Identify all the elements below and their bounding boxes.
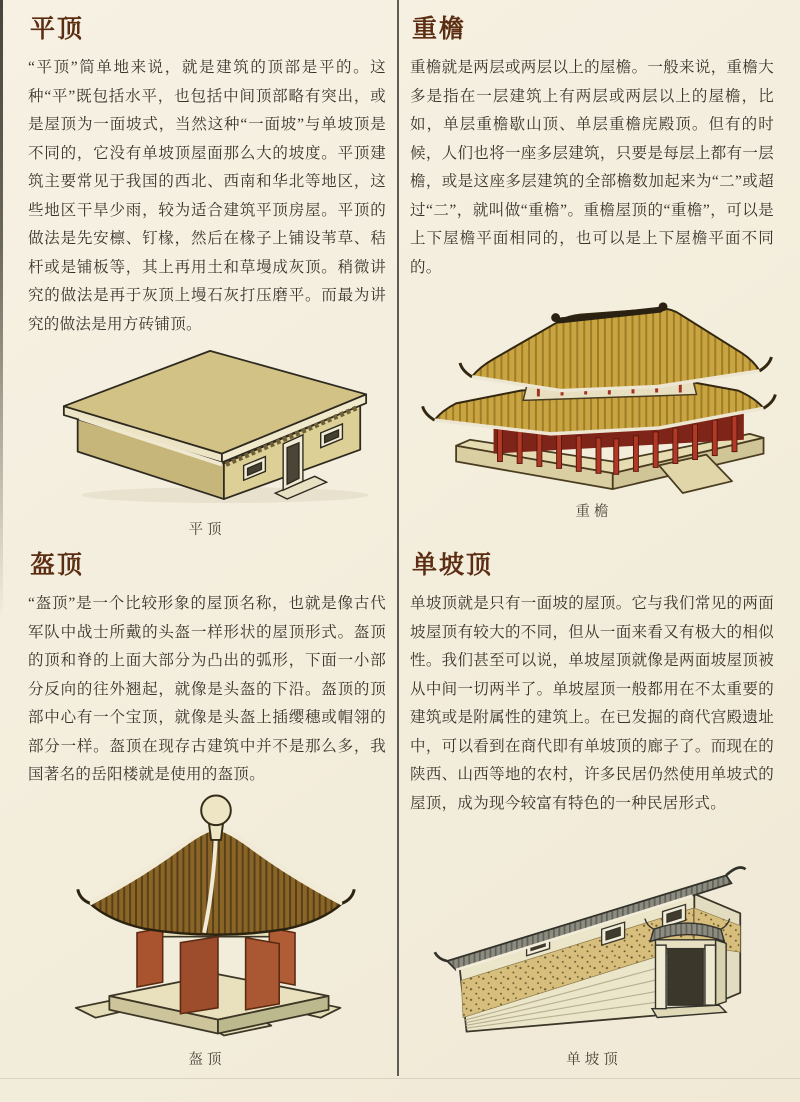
upper-eave-corner-right — [760, 357, 772, 371]
eave-tip-right — [342, 889, 354, 903]
upper-roof — [460, 302, 771, 390]
page-bottom-edge — [0, 1078, 800, 1079]
section-body-pingding: “平顶”简单地来说，就是建筑的顶部是平的。这种“平”既包括水平，也包括中间顶部略有突出，或是屋顶为一面坡式，当然这种“一面坡”与单坡顶是不同的，它没有单坡顶屋面那么大的坡度。平顶建筑主要常见于我国的西北、西南和华北等地区，这些地区干旱少雨，较为适合建筑平顶房屋。平顶的做法是先安檩、钉椽，然后在椽子上铺设苇草、秸杆或是铺板等，其上再用土和草墁成灰顶。稍微讲究的做法是再于灰顶上墁石灰打压磨平。而最为讲究的做法是用方砖铺顶。 — [28, 59, 386, 333]
section-title-kuiding: 盔顶 — [30, 552, 85, 579]
porch-side — [716, 940, 727, 1005]
lower-eave-corner-left — [423, 406, 435, 420]
caption-danpoding: 单坡顶 — [566, 1052, 622, 1068]
eave-tip-left — [78, 889, 90, 903]
flat-roof-building-drawing — [52, 336, 378, 506]
caption-kuiding: 盔顶 — [188, 1052, 226, 1068]
pillar-back-left — [137, 928, 163, 987]
helmet-roof-pavilion-drawing — [58, 786, 374, 1042]
caption-chongyan: 重檐 — [575, 504, 613, 520]
single-slope-house-drawing — [410, 848, 788, 1044]
lower-eave-corner-right — [764, 394, 776, 408]
helmet-roof — [78, 828, 355, 935]
double-eave-hall-drawing — [408, 292, 788, 494]
finial-ball — [201, 796, 231, 826]
section-title-chongyan: 重檐 — [412, 16, 467, 43]
single-slope-house-illustration — [410, 848, 788, 1044]
column-divider — [397, 0, 399, 1076]
section-title-danpoding: 单坡顶 — [412, 552, 494, 579]
page-left-edge — [0, 0, 3, 620]
section-body-danpoding: 单坡顶就是只有一面坡的屋顶。它与我们常见的两面坡屋顶有较大的不同，但从一面来看又有极大的相似性。我们甚至可以说，单坡屋顶就像是两面坡屋顶被从中间一切两半了。单坡屋顶一般都用在不太重要的建筑或是附属性的建筑上。在已发掘的商代宫殿遗址中，可以看到在商代即有单坡顶的廊子了。而现在的陕西、山西等地的农村，许多民居仍然使用单坡式的屋顶，成为现今较富有特色的一种民居形式。 — [410, 595, 774, 812]
caption-pingding: 平顶 — [188, 522, 226, 538]
pillar-front-left — [180, 937, 218, 1014]
ridge-ornament-left — [551, 313, 560, 322]
helmet-roof-pavilion-illustration — [58, 786, 374, 1042]
entrance-porch — [645, 919, 730, 1018]
section-body-kuiding: “盔顶”是一个比较形象的屋顶名称，也就是像古代军队中战士所戴的头盔一样形状的屋顶形式。盔顶的顶和脊的上面大部分为凸出的弧形，下面一小部分反向的往外翘起，就像是头盔的下沿。盔顶的顶部中心有一个宝顶，就像是头盔上插缨穗或帽翎的部分一样。盔顶在现存古建筑中并不是那么多，我国著名的岳阳楼就是使用的盔顶。 — [28, 595, 386, 783]
flat-roof-building-illustration — [52, 336, 378, 506]
porch-pillar-right — [705, 945, 716, 1005]
section-body-chongyan: 重檐就是两层或两层以上的屋檐。一般来说，重檐大多是指在一层建筑上有两层或两层以上的屋檐，比如，单层重檐歇山顶、单层重檐庑殿顶。但有的时候，人们也将一座多层建筑，只要是每层上都有一层檐，或是这座多层建筑的全部檐数加起来为“二”或超过“二”，就叫做“重檐”。重檐屋顶的“重檐”，可以是上下屋檐平面相同的，也可以是上下屋檐平面不同的。 — [410, 59, 774, 276]
door-leaf — [287, 443, 299, 484]
ridge-tail-right — [726, 868, 745, 876]
ridge-tip-left — [435, 952, 447, 961]
porch-doorway — [668, 949, 703, 1006]
section-title-pingding: 平顶 — [30, 16, 85, 43]
double-eave-hall-illustration — [408, 292, 788, 494]
pillar-front-right — [246, 938, 280, 1010]
upper-eave-corner-left — [460, 363, 472, 377]
finial-neck — [209, 824, 223, 840]
ridge-ornament-right — [659, 302, 668, 311]
porch-pillar-left — [656, 945, 667, 1009]
flat-roof-building — [64, 351, 366, 499]
